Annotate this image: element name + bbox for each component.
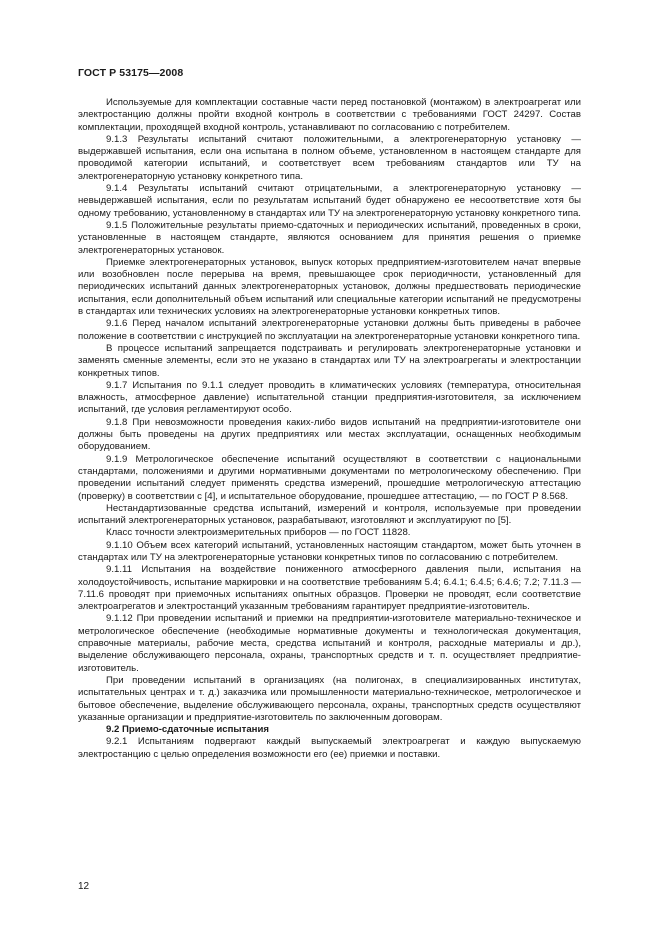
paragraph: Используемые для комплектации составные части перед постановкой (монтажом) в электроагрегат или электростанцию должны пройти входной контроль в соответствии с требованиями ГОСТ 24297. Состав комплектации, проходящей входной контроль, устанавливают по согласованию с потребителем.	[78, 97, 581, 133]
paragraph: 9.1.10 Объем всех категорий испытаний, установленных настоящим стандартом, может быть уточнен в стандартах или ТУ на электрогенераторные установки конкретных типов по согласованию с потребителем.	[78, 539, 581, 563]
document-body	[78, 97, 581, 761]
paragraph: 9.1.11 Испытания на воздействие пониженного атмосферного давления пыли, испытания на холодоустойчивость, испытание маркировки и на соответствие требованиям 5.4; 6.4.1; 6.4.5; 6.4.6; 7.2; 7.11.3 — 7.11.6 проводят при приемочных испытаниях опытных образцов. Проверки не проводят, если соответствие электроагрегатов и электростанций указанным требованиям гарантирует предприятие-изготовитель.	[78, 564, 581, 613]
page-number: 12	[78, 881, 90, 892]
paragraph: 9.1.12 При проведении испытаний и приемки на предприятии-изготовителе материально-техническое и метрологическое обеспечение (необходимые нормативные документы и технологическая документация, справочные материалы, рабочие места, средства испытаний и контроля, расходные материалы и др.), выделение обслуживающего персонала, охраны, транспортных средств и т. п. осуществляет предприятие-изготовитель.	[78, 613, 581, 674]
paragraph: 9.1.3 Результаты испытаний считают положительными, а электрогенераторную установку — выдержавшей испытания, если она испытана в полном объеме, установленном в настоящем стандарте для проводимой категории испытаний, и соответствует всем требованиям стандартов или ТУ на электрогенераторную установку конкретного типа.	[78, 133, 581, 182]
paragraph: При проведении испытаний в организациях (на полигонах, в специализированных институтах, испытательных центрах и т. д.) заказчика или промышленности материально-техническое, метрологическое и бытовое обеспечение, выделение обслуживающего персонала, охраны, транспортных средств осуществляют указанные организации и предприятие-изготовитель по заключенным договорам.	[78, 674, 581, 723]
paragraph: Класс точности электроизмерительных приборов — по ГОСТ 11828.	[106, 527, 411, 539]
paragraph: Нестандартизованные средства испытаний, измерений и контроля, используемые при проведении испытаний электрогенераторных установок, разрабатывают, изготовляют и эксплуатируют по [5].	[78, 502, 581, 527]
paragraph: 9.1.4 Результаты испытаний считают отрицательными, а электрогенераторную установку — невыдержавшей испытания, если по результатам испытаний будет обнаружено ее несоответствие хотя бы одному требованию, установленному в стандартах или ТУ на электрогенераторную установку конкретного типа.	[78, 183, 581, 219]
section-heading: 9.2 Приемо-сдаточные испытания	[106, 724, 269, 736]
paragraph: Приемке электрогенераторных установок, выпуск которых предприятием-изготовителем начат впервые или возобновлен после перерыва на время, превышающее срок периодичности, установленный для периодических испытаний данных электрогенераторных установок, должны предшествовать периодические испытания, если дополнительный объем испытаний или специальные категории испытаний не предусмотрены в стандартах или технических условиях на электрогенераторные установки конкретных типов.	[78, 256, 581, 318]
paragraph: 9.1.6 Перед началом испытаний электрогенераторные установки должны быть приведены в рабочее положение в соответствии с инструкцией по эксплуатации на электрогенераторные установки конкретного типа.	[78, 318, 581, 342]
paragraph: 9.1.9 Метрологическое обеспечение испытаний осуществляют в соответствии с национальными стандартами, положениями и другими нормативными документами по метрологическому обеспечению. При проведении испытаний следует применять средства измерений, прошедшие метрологическую аттестацию (проверку) в соответствии с [4], и испытательное оборудование, прошедшее аттестацию, — по ГОСТ Р 8.568.	[78, 453, 581, 502]
paragraph: 9.1.8 При невозможности проведения каких-либо видов испытаний на предприятии-изготовителе они должны быть проведены на других предприятиях или местах эксплуатации, оснащенных необходимым оборудованием.	[78, 416, 581, 453]
document-header: ГОСТ Р 53175—2008	[78, 67, 184, 79]
paragraph: 9.1.5 Положительные результаты приемо-сдаточных и периодических испытаний, проведенных в сроки, установленные в настоящем стандарте, являются основанием для принятия решения о приемке электрогенераторных установок.	[78, 219, 581, 256]
paragraph: 9.2.1 Испытаниям подвергают каждый выпускаемый электроагрегат и каждую выпускаемую электростанцию с целью определения возможности его (ее) приемки и поставки.	[78, 736, 581, 760]
paragraph: В процессе испытаний запрещается подстраивать и регулировать электрогенераторные установки и заменять сменные элементы, если это не указано в стандартах или ТУ на электроагрегаты и электростанции конкретных типов.	[78, 342, 581, 379]
paragraph: 9.1.7 Испытания по 9.1.1 следует проводить в климатических условиях (температура, относительная влажность, атмосферное давление) испытательной станции предприятия-изготовителя, за исключением испытаний, где условия регламентируют особо.	[78, 379, 581, 416]
